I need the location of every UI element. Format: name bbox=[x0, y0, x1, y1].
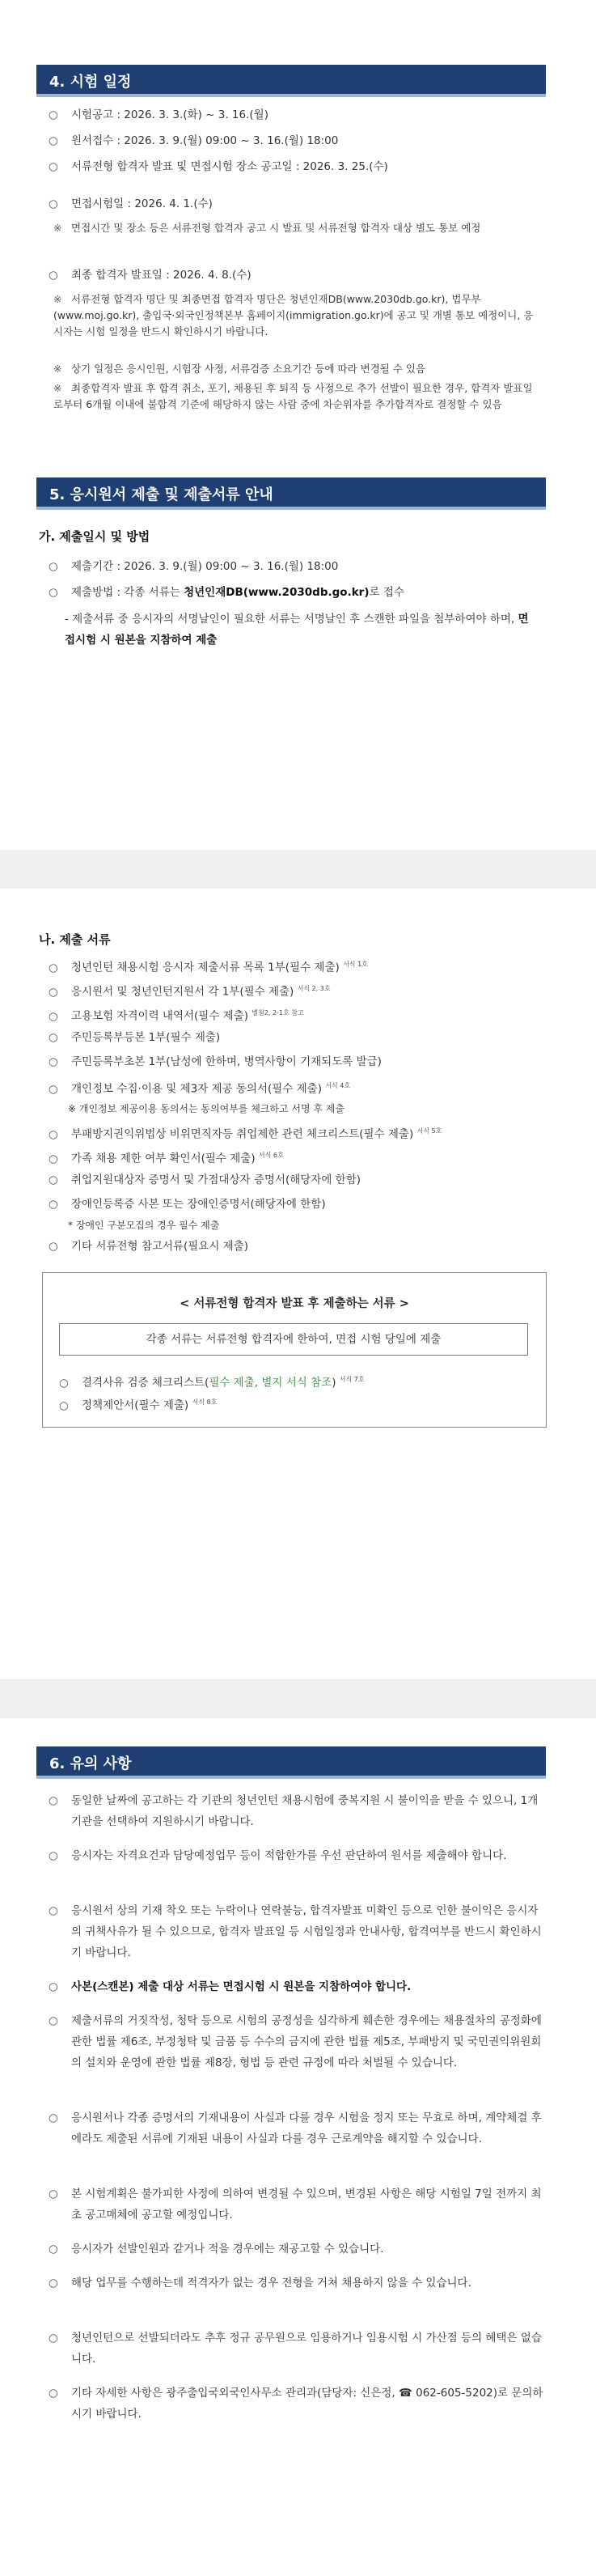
doc-item: ○ 고용보험 자격이력 내역서(필수 제출) $^{별첨2, 2-1호 참고}$ bbox=[49, 1009, 304, 1023]
schedule-item: ○ 최종 합격자 발표일 : 2026. 4. 8.(수) bbox=[49, 269, 252, 282]
submit-period: ○ 제출기간 : 2026. 3. 9.(월) 09:00 ~ 3. 16.(월) 18:00 bbox=[49, 560, 339, 573]
submit-method: ○ 제출방법 : 각종 서류는 청년인재DB(www.2030db.go.kr)로 접수 bbox=[49, 586, 404, 599]
doc-note: ※ 개인정보 제공이용 동의서는 동의여부를 체크하고 서명 후 제출 bbox=[68, 1103, 344, 1114]
section-4-title: 4. 시험 일정 bbox=[49, 74, 132, 91]
notice-item: ○ 해당 업무를 수행하는데 적격자가 없는 경우 전형을 거쳐 채용하지 않을 수 있습니다. bbox=[49, 2277, 471, 2290]
notice-item: ○ 제출서류의 거짓작성, 청탁 등으로 시험의 공정성을 심각하게 훼손한 경우에는 채용절차의 공정화에 관한 법률 제6조, 부정청탁 및 금품 등 수수의 금지에 관한 법률 제5조, 부패방지 및 국민권익위원회의 설치와 운영에 관한 법률 제8장, 형법 등 관련 규정에 따라 처벌될 수 있습니다. bbox=[49, 2014, 542, 2069]
notice-item: ○ 응시자는 자격요건과 담당예정업무 등이 적합한가를 우선 판단하여 원서를 제출해야 합니다. bbox=[49, 1849, 507, 1862]
doc-item: ○ 장애인등록증 사본 또는 장애인증명서(해당자에 한함) bbox=[49, 1198, 326, 1211]
section-5-header bbox=[36, 477, 546, 510]
notice-item: ○ 응시원서나 각종 증명서의 기재내용이 사실과 다를 경우 시험을 정지 또는 무효로 하며, 계약체결 후에라도 제출된 서류에 기재된 내용이 사실과 다를 경우 근로계약을 해지할 수 있습니다. bbox=[49, 2111, 542, 2145]
schedule-note: ※ 상기 일정은 응시인원, 시험장 사정, 서류검증 소요기간 등에 따라 변경될 수 있음 bbox=[53, 363, 426, 375]
doc-note: * 장애인 구분모집의 경우 필수 제출 bbox=[68, 1220, 220, 1231]
schedule-note: ※ 면접시간 및 장소 등은 서류전형 합격자 공고 시 발표 및 서류전형 합격자 대상 별도 통보 예정 bbox=[53, 222, 481, 234]
schedule-note: ※ 최종합격자 발표 후 합격 취소, 포기, 채용된 후 퇴직 등 사정으로 추가 선발이 필요한 경우, 합격자 발표일로부터 6개월 이내에 불합격 기준에 해당하지 않는 사람 중에 차순위자를 추가합격자로 결정할 수 있음 bbox=[53, 382, 533, 410]
schedule-item: ○ 원서접수 : 2026. 3. 9.(월) 09:00 ~ 3. 16.(월) 18:00 bbox=[49, 134, 339, 147]
post-pass-documents-box bbox=[42, 1272, 547, 1428]
doc-item: ○ 청년인턴 채용시험 응시자 제출서류 목록 1부(필수 제출) $^{서식 1호}$ bbox=[49, 961, 368, 974]
submit-note: - 제출서류 중 응시자의 서명날인이 필요한 서류는 서명날인 후 스캔한 파일을 첨부하여야 하며, 면접시험 시 원본을 지참하여 제출 bbox=[65, 613, 529, 647]
doc-item: ○ 주민등록부등본 1부(필수 제출) bbox=[49, 1031, 221, 1044]
box-notice: 각종 서류는 서류전형 합격자에 한하여, 면접 시험 당일에 제출 bbox=[59, 1323, 528, 1356]
box-title: < 서류전형 합격자 발표 후 제출하는 서류 > bbox=[180, 1297, 409, 1310]
doc-item: ○ 개인정보 수집·이용 및 제3자 제공 동의서(필수 제출) $^{서식 4호}$ bbox=[49, 1082, 351, 1096]
schedule-item: ○ 서류전형 합격자 발표 및 면접시험 장소 공고일 : 2026. 3. 25.(수) bbox=[49, 160, 388, 173]
box-item: ○ 정책제안서(필수 제출) $^{서식 8호}$ bbox=[59, 1398, 218, 1412]
section-5-title: 5. 응시원서 제출 및 제출서류 안내 bbox=[49, 486, 273, 503]
subsection-b-title: 나. 제출 서류 bbox=[39, 932, 111, 947]
doc-item: ○ 주민등록부초본 1부(남성에 한하며, 병역사항이 기재되도록 발급) bbox=[49, 1055, 382, 1068]
schedule-item: ○ 시험공고 : 2026. 3. 3.(화) ~ 3. 16.(월) bbox=[49, 108, 268, 121]
notice-item: ○ 동일한 날짜에 공고하는 각 기관의 청년인턴 채용시험에 중복지원 시 불이익을 받을 수 있으니, 1개 기관을 선택하여 지원하시기 바랍니다. bbox=[49, 1794, 539, 1828]
schedule-item: ○ 면접시험일 : 2026. 4. 1.(수) bbox=[49, 197, 213, 210]
notice-item: ○ 청년인턴으로 선발되더라도 추후 정규 공무원으로 임용하거나 임용시험 시 가산점 등의 혜택은 없습니다. bbox=[49, 2332, 542, 2366]
box-item: ○ 결격사유 검증 체크리스트(필수 제출, 별지 서식 참조) $^{서식 7호}$ bbox=[59, 1376, 365, 1390]
page-gap bbox=[0, 850, 596, 889]
notice-item: ○ 응시원서 상의 기재 착오 또는 누락이나 연락불능, 합격자발표 미확인 등으로 인한 불이익은 응시자의 귀책사유가 될 수 있으므로, 합격자 발표일 등 시험일정과 안내사항, 합격여부를 반드시 확인하시기 바랍니다. bbox=[49, 1904, 542, 1959]
notice-item: ○ 본 시험계획은 불가피한 사정에 의하여 변경될 수 있으며, 변경된 사항은 해당 시험일 7일 전까지 최초 공고매체에 공고할 예정입니다. bbox=[49, 2188, 542, 2222]
section-6-header bbox=[36, 1746, 546, 1779]
doc-item: ○ 가족 채용 제한 여부 확인서(필수 제출) $^{서식 6호}$ bbox=[49, 1152, 284, 1165]
doc-item: ○ 응시원서 및 청년인턴지원서 각 1부(필수 제출) $^{서식 2, 3호}$ bbox=[49, 985, 331, 999]
doc-item: ○ 기타 서류전형 참고서류(필요시 제출) bbox=[49, 1240, 249, 1253]
notice-item: ○ 응시자가 선발인원과 같거나 적을 경우에는 재공고할 수 있습니다. bbox=[49, 2243, 384, 2256]
subsection-a-title: 가. 제출일시 및 방법 bbox=[39, 529, 150, 544]
site-link[interactable]: 청년인재DB(www.2030db.go.kr) bbox=[184, 586, 370, 599]
section-6-title: 6. 유의 사항 bbox=[49, 1755, 132, 1772]
doc-item: ○ 부패방지권익위법상 비위면직자등 취업제한 관련 체크리스트(필수 제출) $^{서식 5호}$ bbox=[49, 1127, 442, 1141]
notice-item: ○ 사본(스캔본) 제출 대상 서류는 면접시험 시 원본을 지참하여야 합니다. bbox=[49, 1980, 412, 1993]
section-4-header bbox=[36, 65, 546, 97]
schedule-note: ※ 서류전형 합격자 명단 및 최종면접 합격자 명단은 청년인재DB(www.2030db.go.kr), 법무부(www.moj.go.kr), 출입국·외국인정책본부 홈페이지(immigration.go.kr)에 공고 및 개별 통보 예정이니, 응시자는 시험 일정을 반드시 확인하시기 바랍니다. bbox=[53, 293, 534, 337]
page-gap bbox=[0, 1679, 596, 1718]
notice-item: ○ 기타 자세한 사항은 광주출입국외국인사무소 관리과(담당자: 신은정, ☎ 062-605-5202)로 문의하시기 바랍니다. bbox=[49, 2387, 543, 2421]
doc-item: ○ 취업지원대상자 증명서 및 가점대상자 증명서(해당자에 한함) bbox=[49, 1173, 361, 1186]
